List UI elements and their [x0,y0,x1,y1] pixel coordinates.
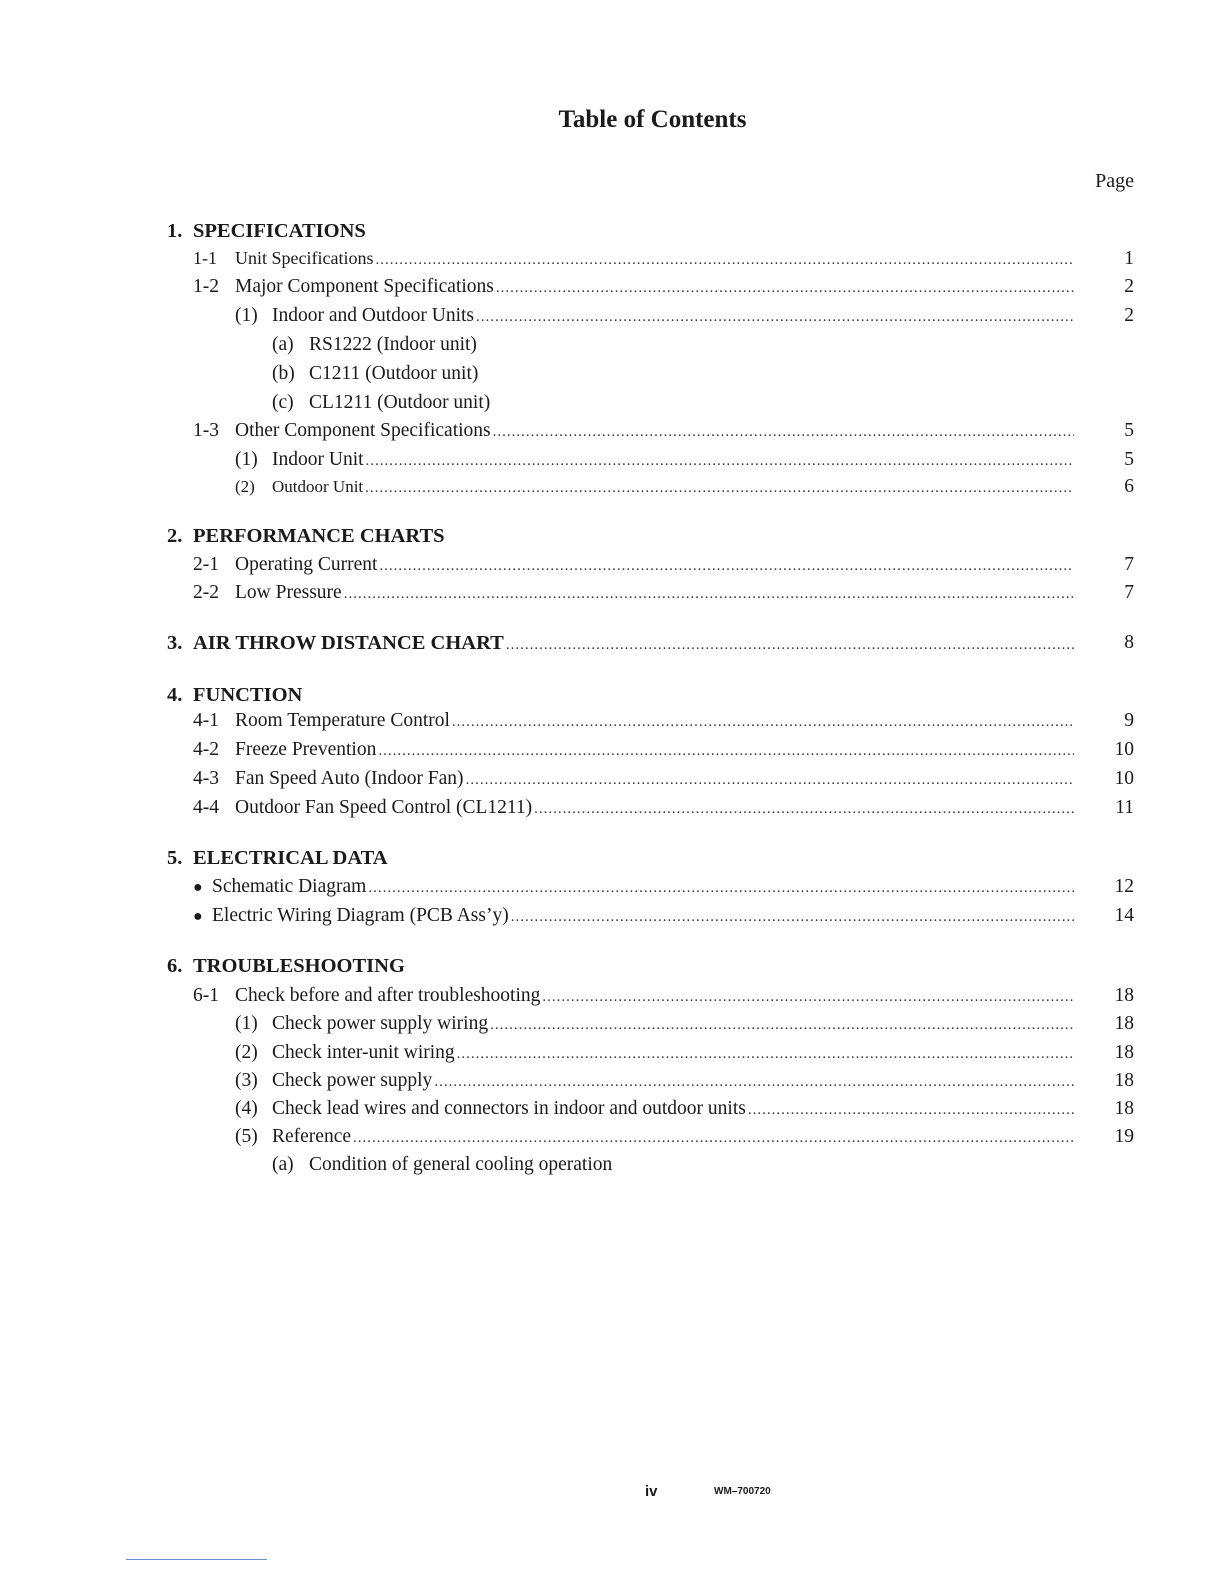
toc-page-number: 18 [1114,1070,1134,1091]
toc-page-number: 18 [1114,1042,1134,1063]
toc-page-number: 12 [1114,876,1134,897]
toc-page-number: 5 [1124,420,1134,441]
toc-entry[interactable]: 4-1 Room Temperature Control ..... [193,710,1074,732]
toc-entry[interactable]: (5) Reference ..... [235,1126,1074,1148]
section-heading-specifications: 1. SPECIFICATIONS [167,220,366,242]
bullet-icon: ● [193,879,203,896]
section-heading-air-throw-distance-chart[interactable]: 3. AIR THROW DISTANCE CHART ..... [167,632,1074,655]
toc-page-number: 7 [1124,554,1134,575]
toc-entry[interactable]: ● Schematic Diagram ..... [193,876,1074,898]
toc-entry[interactable]: (1) Indoor and Outdoor Units ..... [235,305,1074,327]
toc-page-number: 10 [1114,768,1134,789]
toc-page-number: 8 [1124,632,1134,653]
toc-entry[interactable]: (a) RS1222 (Indoor unit) [272,334,477,355]
toc-page-number: 2 [1124,276,1134,297]
footer-document-code: WM–700720 [714,1486,771,1497]
toc-entry[interactable]: 6-1 Check before and after troubleshooting ..... [193,985,1074,1007]
toc-entry[interactable]: 1-1 Unit Specifications ..... [193,248,1074,269]
toc-entry[interactable]: (1) Check power supply wiring ..... [235,1013,1074,1035]
toc-entry[interactable]: (2) Check inter-unit wiring ..... [235,1042,1074,1064]
toc-entry[interactable]: (a) Condition of general cooling operation [272,1154,613,1175]
toc-page-number: 18 [1114,1013,1134,1034]
bottom-divider [126,1559,267,1560]
toc-entry[interactable]: (b) C1211 (Outdoor unit) [272,363,479,384]
toc-entry[interactable]: 1-3 Other Component Specifications ..... [193,420,1074,442]
section-heading-performance-charts: 2. PERFORMANCE CHARTS [167,525,445,547]
toc-entry[interactable]: 4-3 Fan Speed Auto (Indoor Fan) ..... [193,768,1074,790]
section-heading-function: 4. FUNCTION [167,684,303,706]
toc-page-number: 10 [1114,739,1134,760]
bullet-icon: ● [193,908,203,925]
toc-entry[interactable]: 4-2 Freeze Prevention ..... [193,739,1074,761]
toc-entry[interactable]: 2-2 Low Pressure ..... [193,582,1074,604]
document-title: Table of Contents [558,106,747,133]
toc-page-number: 19 [1114,1126,1134,1147]
toc-page-number: 14 [1114,905,1134,926]
toc-page-number: 6 [1124,476,1134,497]
footer-page-number: iv [645,1483,658,1500]
toc-entry[interactable]: (c) CL1211 (Outdoor unit) [272,392,491,413]
section-heading-troubleshooting: 6. TROUBLESHOOTING [167,955,405,977]
toc-entry[interactable]: 2-1 Operating Current ..... [193,554,1074,576]
toc-entry[interactable]: ● Electric Wiring Diagram (PCB Ass’y) ..... [193,905,1074,927]
page-column-label: Page [1095,170,1134,192]
toc-page-number: 2 [1124,305,1134,326]
section-heading-electrical-data: 5. ELECTRICAL DATA [167,847,388,869]
toc-entry[interactable]: (1) Indoor Unit ..... [235,449,1074,471]
toc-entry[interactable]: (3) Check power supply ..... [235,1070,1074,1092]
toc-page-number: 5 [1124,449,1134,470]
toc-entry[interactable]: 4-4 Outdoor Fan Speed Control (CL1211) ..... [193,797,1074,819]
toc-page-number: 1 [1124,248,1134,269]
toc-page-number: 18 [1114,985,1134,1006]
toc-page-number: 9 [1124,710,1134,731]
toc-page-number: 18 [1114,1098,1134,1119]
toc-entry[interactable]: 1-2 Major Component Specifications ..... [193,276,1074,298]
toc-page-number: 11 [1115,797,1134,818]
toc-entry[interactable]: (4) Check lead wires and connectors in indoor and outdoor units ..... [235,1098,1074,1120]
toc-page-number: 7 [1124,582,1134,603]
toc-entry[interactable]: (2) Outdoor Unit ..... [235,477,1074,497]
